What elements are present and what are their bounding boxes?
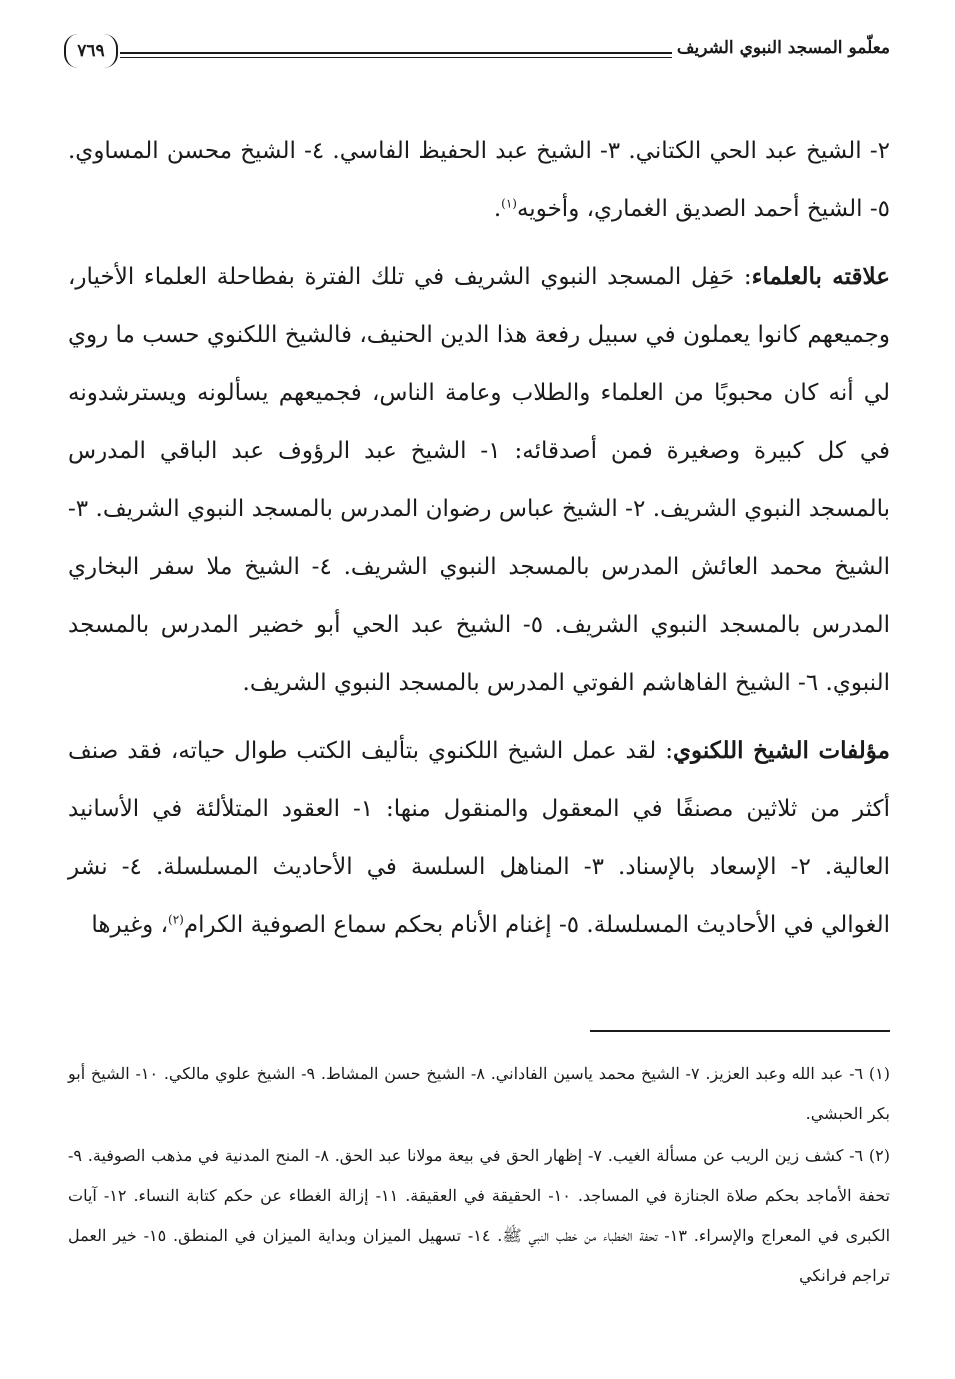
footnote-item [68,1136,890,1296]
footnote-text: ٦- كشف زين الريب عن مسألة الغيب. ٧- إظهار الحق في بيعة مولانا عبد الحق. ٨- المنح المدنية في مذهب الصوفية. ٩- تحفة الأماجد بحكم صلاة الجنازة في المساجد. ١٠- الحقيقة في العقيقة. ١١- إزالة الغطاء عن حكم كتابة النساء. ١٢- آيات الكبرى في المعراج والإسراء. ١٣- تحفة الخطباء من خطب النبي ﷺ. ١٤- تسهيل الميزان وبداية الميزان في المنطق. ١٥- خير العمل تراجم فرانكي [68,1146,891,1285]
running-header [64,34,890,74]
paragraph-teachers-list [68,122,890,238]
footnote-separator [590,1030,890,1032]
footnote-text: ٦- عبد الله وعبد العزيز. ٧- الشيخ محمد ياسين الفاداني. ٨- الشيخ حسن المشاط. ٩- الشيخ علوي مالكي. ١٠- الشيخ أبو بكر الحبشي. [68,1064,890,1123]
footnotes [68,1054,890,1298]
header-rule [120,52,672,58]
page-number: ٧٦٩ [64,34,118,68]
section-lead-heading: علاقته بالعلماء [751,263,891,290]
main-text [68,122,890,964]
footnote-marker: (١) [868,1064,891,1083]
paragraph-text: ٢- الشيخ عبد الحي الكتاني. ٣- الشيخ عبد الحفيظ الفاسي. ٤- الشيخ محسن المساوي. ٥- الشيخ أحمد الصديق الغماري، وأخويه [68,138,890,222]
paragraph-authored-works [68,722,890,954]
footnote-ref-1[interactable]: (١) [501,196,517,211]
footnote-item [68,1054,890,1134]
paragraph-text: : لقد عمل الشيخ اللكنوي بتأليف الكتب طوال حياته، فقد صنف أكثر من ثلاثين مصنفًا في المعقول والمنقول منها: ١- العقود المتلألئة في الأسانيد العالية. ٢- الإسعاد بالإسناد. ٣- المناهل السلسة في الأحاديث المسلسلة. ٤- نشر الغوالي في الأحاديث المسلسلة. ٥- إغنام الأنام بحكم سماع الصوفية الكرام [68,738,890,938]
paragraph-text: : حَفِل المسجد النبوي الشريف في تلك الفترة بفطاحلة العلماء الأخيار، وجميعهم كانوا يعملون في سبيل رفعة هذا الدين الحنيف، فالشيخ اللكنوي حسب ما روي لي أنه كان محبوبًا من العلماء والطلاب وعامة الناس، فجميعهم يسألونه ويسترشدونه في كل كبيرة وصغيرة فمن أصدقائه: ١- الشيخ عبد الرؤوف عبد الباقي المدرس بالمسجد النبوي الشريف. ٢- الشيخ عباس رضوان المدرس بالمسجد النبوي الشريف. ٣- الشيخ محمد العائش المدرس بالمسجد النبوي الشريف. ٤- الشيخ ملا سفر البخاري المدرس بالمسجد النبوي الشريف. ٥- الشيخ عبد الحي أبو خضير المدرس بالمسجد النبوي. ٦- الشيخ الفاهاشم الفوتي المدرس بالمسجد النبوي الشريف. [68,264,891,696]
paragraph-tail: ، وغيرها [91,912,169,938]
running-title: معلّمو المسجد النبوي الشريف [676,38,890,58]
footnote-marker: (٢) [868,1146,890,1165]
paragraph-tail: . [493,196,502,222]
paragraph-relations-with-scholars [68,248,890,712]
footnote-ref-2[interactable]: (٢) [168,912,184,927]
section-lead-heading: مؤلفات الشيخ اللكنوي [672,737,891,764]
